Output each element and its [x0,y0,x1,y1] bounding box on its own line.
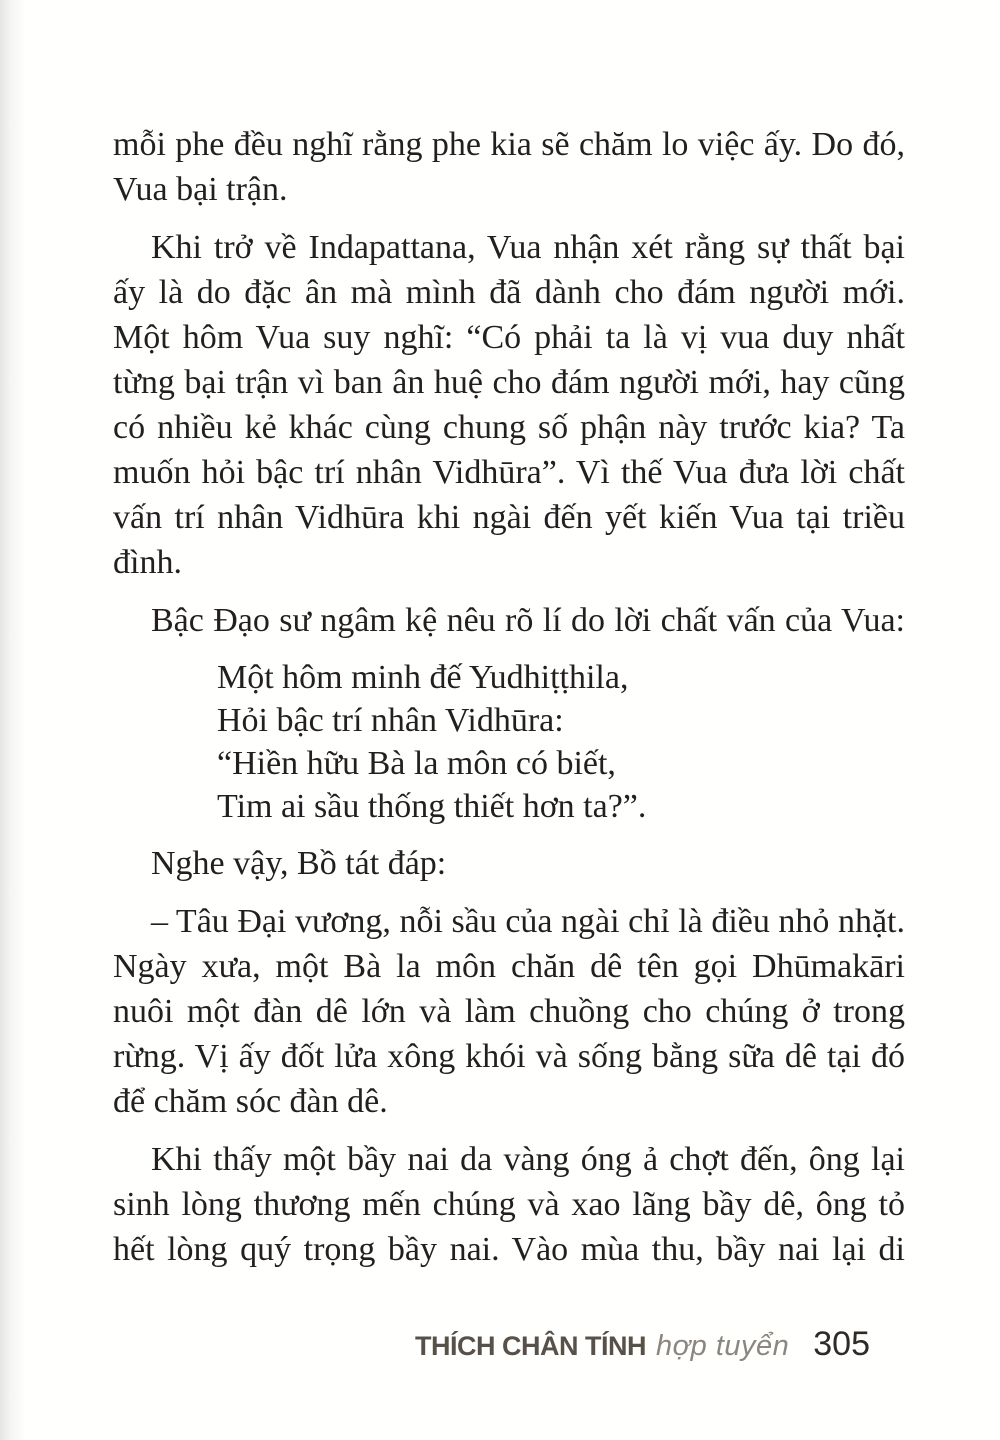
scan-edge-shading [0,0,26,1440]
text-line: Nghe vậy, Bồ tát đáp: [151,845,447,882]
paragraph [113,122,905,212]
text-line: Bậc Đạo sư ngâm kệ nêu rõ lí do lời chất vấn của Vua: [151,602,905,639]
verse-block [217,656,905,828]
text-line: muốn hỏi bậc trí nhân Vidhūra”. Vì thế Vua đưa lời chất [113,454,905,491]
page-footer [415,1322,870,1368]
text-line: rừng. Vị ấy đốt lửa xông khói và sống bằng sữa dê tại đó [113,1038,905,1075]
paragraph [113,1137,905,1272]
text-line: Ngày xưa, một Bà la môn chăn dê tên gọi Dhūmakāri [113,948,905,985]
text-line: hết lòng quý trọng bầy nai. Vào mùa thu, bầy nai lại di [113,1231,905,1268]
text-line: ấy là do đặc ân mà mình đã dành cho đám người mới. [113,274,905,311]
text-line: đình. [113,544,182,581]
text-line: Tim ai sầu thống thiết hơn ta?”. [217,788,647,825]
footer-page-number: 305 [813,1325,870,1363]
paragraph [113,225,905,585]
text-line: Hỏi bậc trí nhân Vidhūra: [217,702,564,739]
text-line: từng bại trận vì ban ân huệ cho đám người mới, hay cũng [113,364,905,401]
text-line: nuôi một đàn dê lớn và làm chuồng cho chúng ở trong [113,993,905,1030]
text-line: vấn trí nhân Vidhūra khi ngài đến yết kiến Vua tại triều [113,499,905,536]
paragraph [113,899,905,1124]
paragraph [113,841,905,886]
text-line: Vua bại trận. [113,171,288,208]
text-line: mỗi phe đều nghĩ rằng phe kia sẽ chăm lo việc ấy. Do đó, [113,126,905,163]
paragraph [113,598,905,643]
text-line: Một hôm Vua suy nghĩ: “Có phải ta là vị vua duy nhất [113,319,905,356]
footer-author: THÍCH CHÂN TÍNH [414,1331,646,1361]
text-line: – Tâu Đại vương, nỗi sầu của ngài chỉ là điều nhỏ nhặt. [151,903,905,940]
text-line: “Hiền hữu Bà la môn có biết, [217,745,616,782]
text-line: Khi thấy một bầy nai da vàng óng ả chợt đến, ông lại [151,1141,905,1178]
text-line: Khi trở về Indapattana, Vua nhận xét rằng sự thất bại [151,229,905,266]
footer-series-title: hợp tuyển [655,1330,790,1362]
text-line: Một hôm minh đế Yudhiṭṭhila, [217,659,629,696]
text-line: để chăm sóc đàn dê. [113,1083,388,1120]
text-line: sinh lòng thương mến chúng và xao lãng bầy dê, ông tỏ [113,1186,905,1223]
page-body [113,122,905,1285]
text-line: có nhiều kẻ khác cùng chung số phận này trước kia? Ta [113,409,905,446]
